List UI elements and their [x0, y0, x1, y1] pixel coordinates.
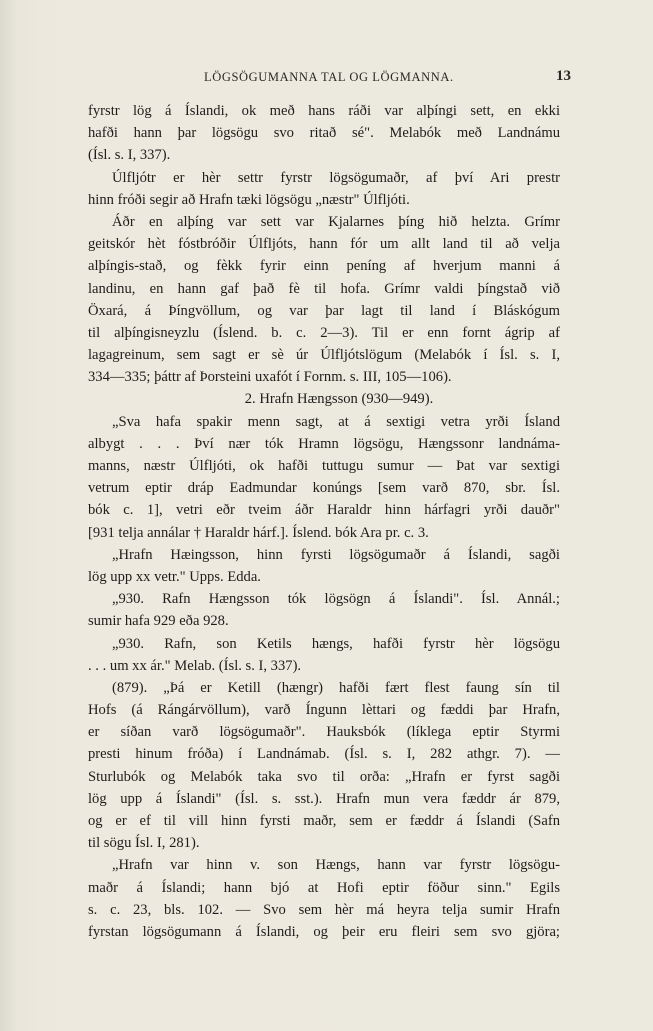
section-heading: 2. Hrafn Hængsson (930—949). — [244, 391, 434, 408]
text-line: presti hinum fróða) í Landnámab. (Ísl. s. I, 282 athgr. 7). — — [88, 746, 560, 763]
text-line: er síðan varð lögsögumaðr". Hauksbók (líklega eptir Styrmi — [88, 724, 560, 741]
text-line: landinu, en hann gaf það fè til hofa. Grímr valdi þíngstað við — [88, 280, 560, 297]
text-line: s. c. 23, bls. 102. — Svo sem hèr má heyra telja sumir Hrafn — [88, 901, 560, 918]
text-line: „Hrafn Hæingsson, hinn fyrsti lögsögumaðr á Íslandi, sagði — [112, 546, 560, 563]
text-line: sumir hafa 929 eða 928. — [88, 613, 229, 630]
text-line: lög upp xx vetr." Upps. Edda. — [88, 568, 261, 585]
text-line: (Ísl. s. I, 337). — [88, 147, 171, 164]
text-line: hafði hann þar lögsögu svo ritað sé". Melabók með Landnámu — [88, 125, 560, 142]
text-line: „930. Rafn, son Ketils hængs, hafði fyrstr hèr lögsögu — [112, 635, 560, 652]
page-number: 13 — [556, 68, 571, 84]
text-line: hinn fróði segir að Hrafn tæki lögsögu „næstr" Úlfljóti. — [88, 191, 410, 208]
text-line: vetrum eptir dráp Eadmundar konúngs [sem varð 870, sbr. Ísl. — [88, 480, 560, 497]
text-line: bók c. 1], vetri eðr tveim áðr Haraldr hinn hárfagri yrði dauðr" — [88, 502, 560, 519]
text-line: Sturlubók og Melabók taka svo til orða: „Hrafn er fyrst sagði — [88, 768, 560, 785]
text-line: Öxará, á Þíngvöllum, og var þar lagt til land í Bláskógum — [88, 302, 560, 319]
text-line: til sögu Ísl. I, 281). — [88, 835, 200, 852]
text-line: geitskór hèt fóstbróðir Úlfljóts, hann fór um allt land til að velja — [88, 236, 560, 253]
text-line: „Sva hafa spakir menn sagt, at á sextigi vetra yrði Ísland — [112, 413, 560, 430]
text-line: . . . um xx ár." Melab. (Ísl. s. I, 337). — [88, 657, 302, 674]
text-line: albygt . . . Því nær tók Hramn lögsögu, Hængssonr landnáma- — [88, 435, 560, 452]
text-line: fyrstan lögsögumann á Íslandi, og þeir eru fleiri sem svo gjöra; — [88, 923, 560, 940]
running-head — [86, 70, 571, 90]
text-line: [931 telja annálar † Haraldr hárf.]. Íslend. bók Ara pr. c. 3. — [88, 524, 429, 541]
text-line: til alþíngisneyzlu (Íslend. b. c. 2—3). Til er enn fornt ágrip af — [88, 324, 560, 341]
text-line: „Hrafn var hinn v. son Hængs, hann var fyrstr lögsögu- — [112, 857, 560, 874]
text-line: manns, næstr Úlfljóti, ok hafði tuttugu sumur — Þat var sextigi — [88, 458, 560, 474]
text-line: „930. Rafn Hængsson tók lögsögn á Íslandi". Ísl. Annál.; — [112, 591, 560, 608]
text-line: alþíngis-stað, og fèkk fyrir einn peníng af hverjum manni á — [88, 258, 560, 275]
text-line: lagagreinum, sem sagt er sè úr Úlfljótslögum (Melabók í Ísl. s. I, — [88, 347, 560, 364]
text-line: Úlfljótr er hèr settr fyrstr lögsögumaðr, af því Ari prestr — [112, 169, 560, 186]
text-line: (879). „Þá er Ketill (hængr) hafði fært flest faung sín til — [112, 679, 560, 696]
text-line: fyrstr lög á Íslandi, ok með hans ráði var alþíngi sett, en ekki — [88, 103, 560, 119]
text-line: Áðr en alþíng var sett var Kjalarnes þíng hið helzta. Grímr — [112, 213, 560, 230]
body-text — [88, 100, 560, 943]
text-line: og er ef til vill hinn fyrsti maðr, sem er fæddr á Íslandi (Safn — [88, 813, 560, 829]
text-line: Hofs (á Rángárvöllum), varð Íngunn lèttari og fæddi þar Hrafn, — [88, 702, 560, 719]
text-line: lög upp á Íslandi" (Ísl. s. sst.). Hrafn mun vera fæddr ár 879, — [88, 790, 560, 807]
text-line: maðr á Íslandi; hann bjó at Hofi eptir föður sinn." Egils — [88, 879, 560, 896]
text-line: 334—335; þáttr af Þorsteini uxafót í Fornm. s. III, 105—106). — [88, 369, 452, 386]
running-title: LÖGSÖGUMANNA TAL OG LÖGMANNA. — [204, 70, 454, 84]
